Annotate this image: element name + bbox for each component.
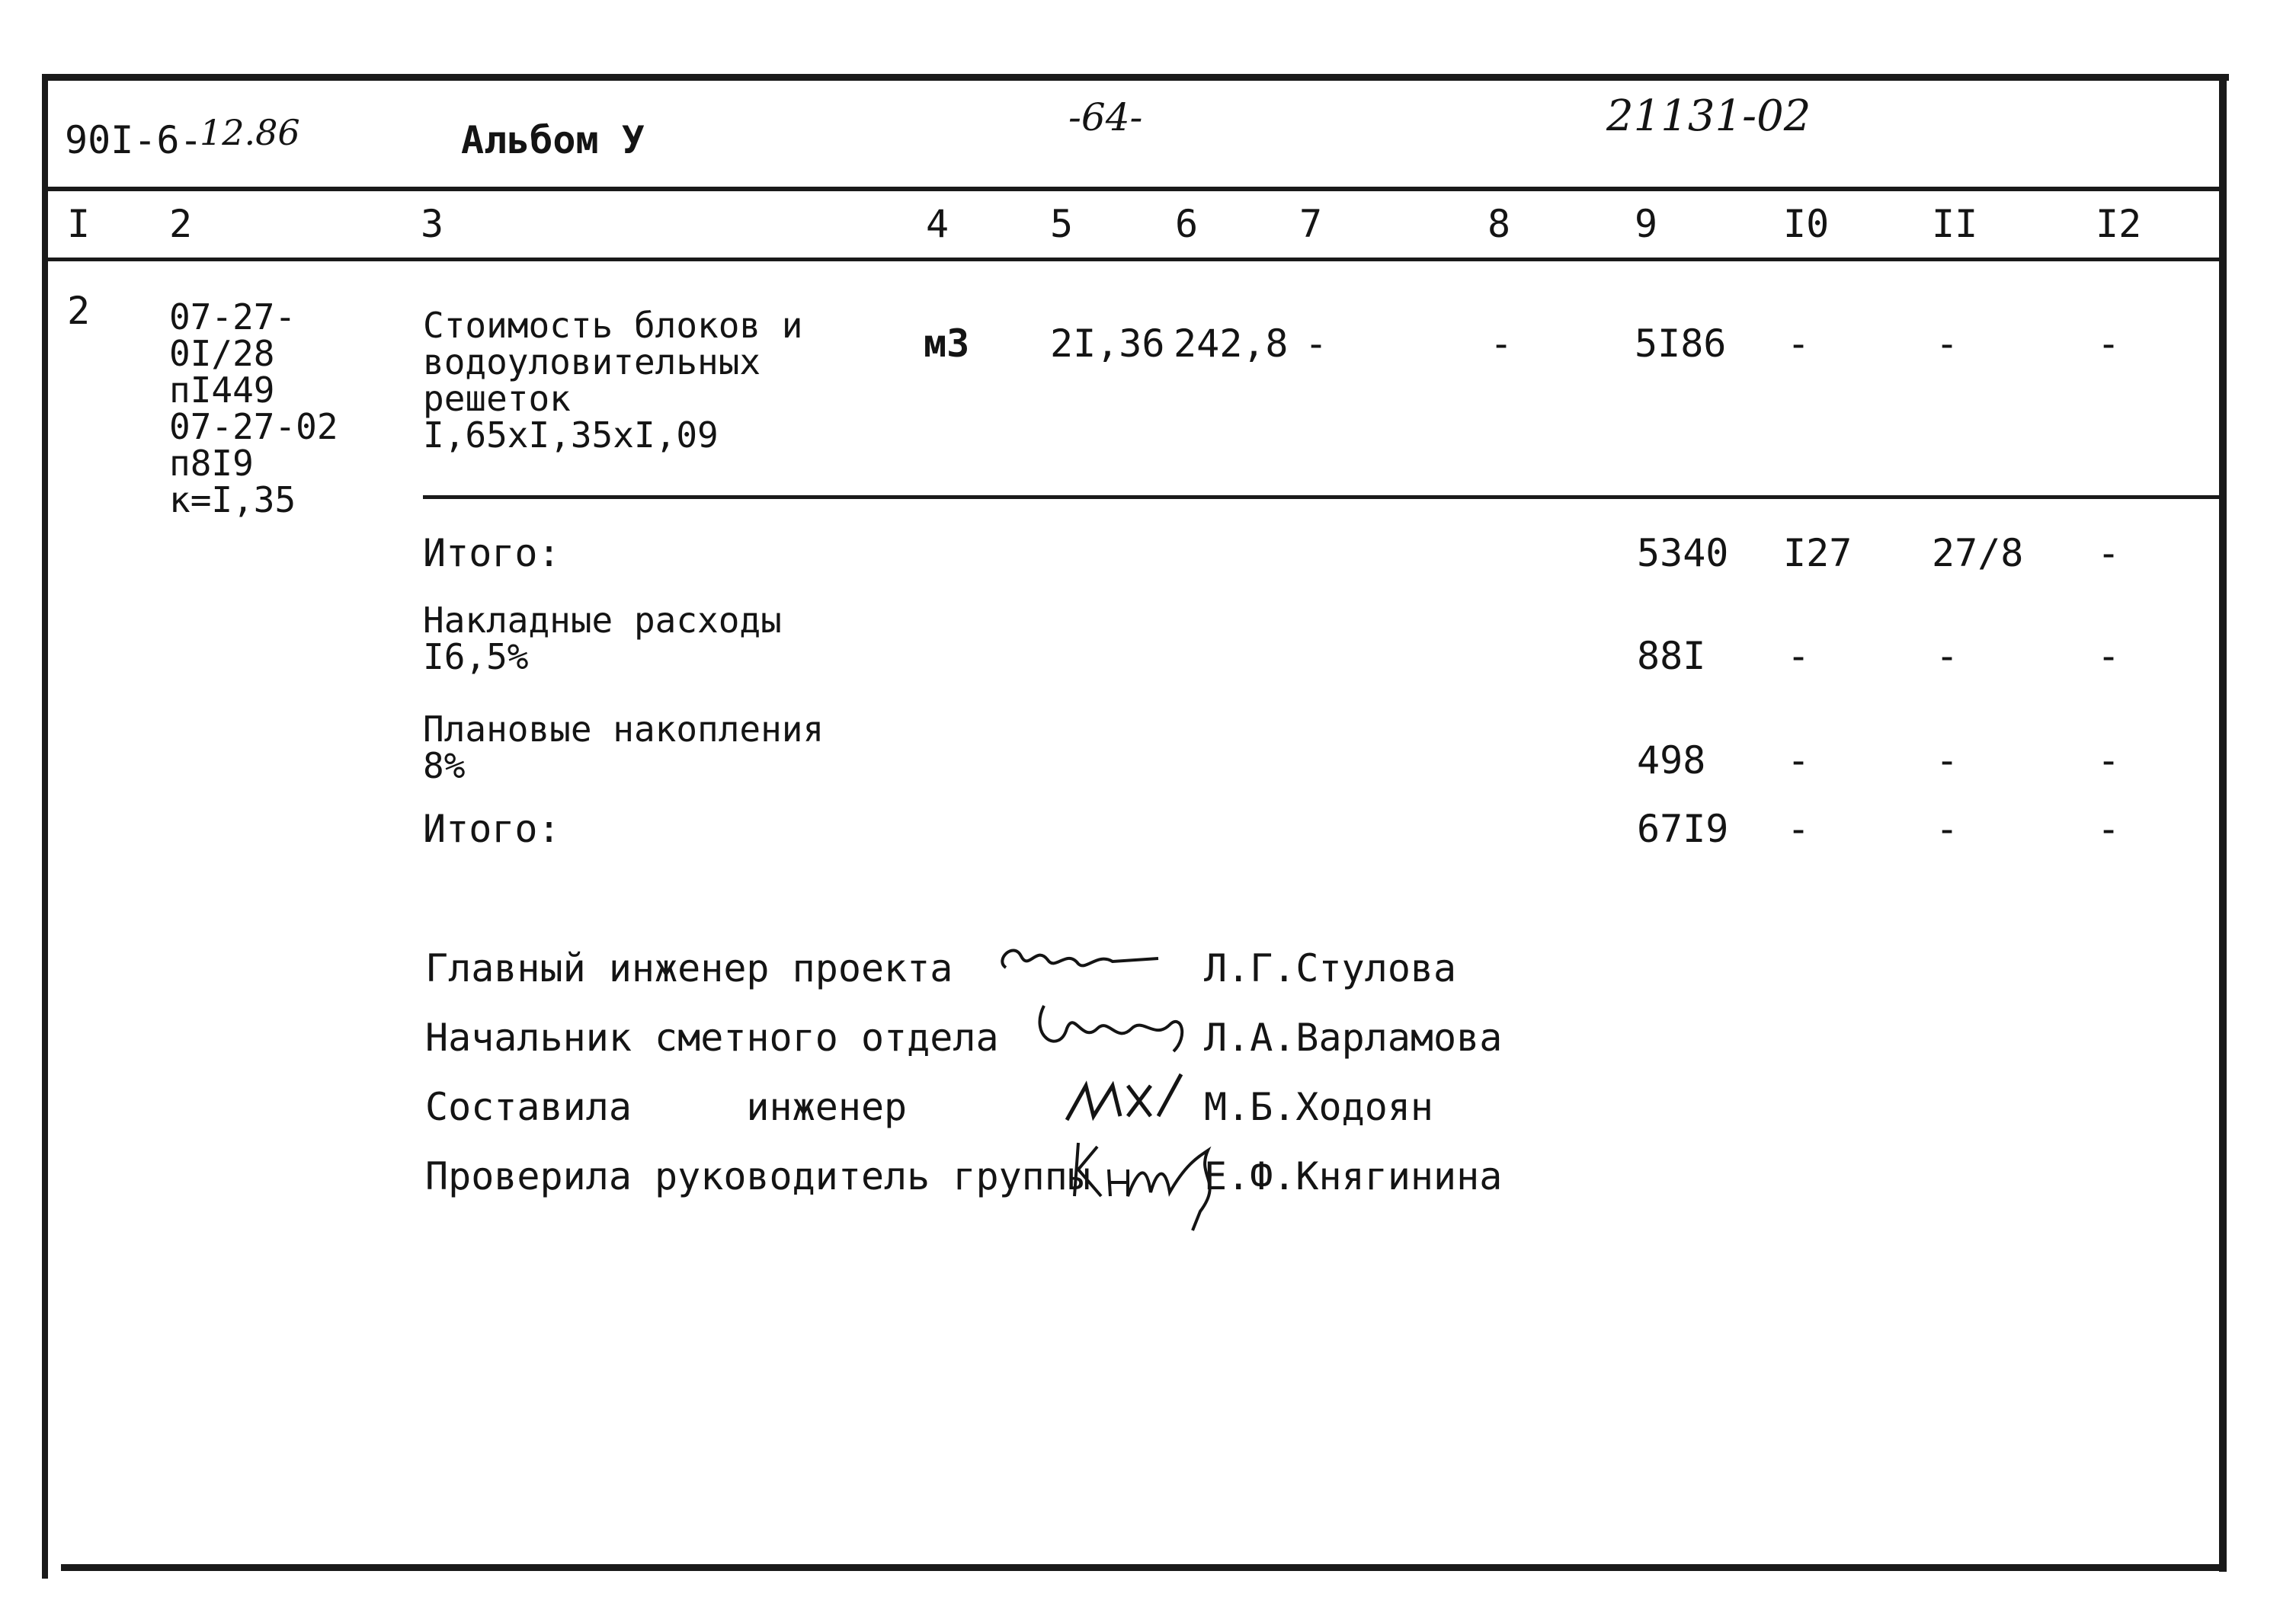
row-desc-line: решеток bbox=[423, 378, 571, 419]
row-desc-line: Стоимость блоков и bbox=[423, 305, 803, 346]
col-3: 3 bbox=[421, 202, 444, 246]
row-code-line: 0I/28 bbox=[169, 333, 275, 374]
col-8: 8 bbox=[1487, 202, 1511, 246]
row-unit-price: 242,8 bbox=[1174, 322, 1289, 366]
summary-col12: - bbox=[2097, 738, 2121, 782]
summary-label-line: Плановые накопления bbox=[423, 709, 825, 750]
row-col7: - bbox=[1305, 322, 1328, 366]
album-title: Альбом У bbox=[461, 118, 645, 162]
signer-role: Главный инженер проекта bbox=[425, 946, 953, 990]
frame-left bbox=[42, 74, 48, 1579]
summary-col10: - bbox=[1787, 738, 1811, 782]
summary-col12: - bbox=[2097, 634, 2121, 678]
summary-label bbox=[423, 711, 824, 784]
signer-role: Проверила руководитель группы bbox=[425, 1154, 1090, 1198]
row-unit: м3 bbox=[924, 322, 970, 366]
summary-col11: - bbox=[1936, 634, 1959, 678]
row-code-line: к=I,35 bbox=[169, 479, 296, 520]
doc-code-handwritten: 12.86 bbox=[200, 112, 300, 153]
signer-name: М.Б.Ходоян bbox=[1204, 1085, 1434, 1129]
summary-col9: 67I9 bbox=[1637, 807, 1729, 851]
col-12: I2 bbox=[2096, 202, 2142, 246]
col-10: I0 bbox=[1783, 202, 1830, 246]
col-11: II bbox=[1932, 202, 1978, 246]
signer-role: Составила инженер bbox=[425, 1085, 908, 1129]
summary-label: Итого: bbox=[423, 807, 561, 851]
row-code-line: 07-27- bbox=[169, 296, 296, 338]
summary-col11: 27/8 bbox=[1932, 531, 2024, 575]
col-2: 2 bbox=[169, 202, 193, 246]
frame-right bbox=[2219, 74, 2227, 1572]
row-code-line: 07-27-02 bbox=[169, 406, 338, 447]
summary-col11: - bbox=[1936, 807, 1959, 851]
page-number: -64- bbox=[1068, 95, 1143, 139]
handwritten-signature-icon bbox=[1021, 990, 1196, 1067]
signer-role: Начальник сметного отдела bbox=[425, 1016, 999, 1060]
row-quantity: 2I,36 bbox=[1050, 322, 1165, 366]
row-col8: - bbox=[1490, 322, 1513, 366]
col-6: 6 bbox=[1175, 202, 1199, 246]
row-desc-line: водоуловительных bbox=[423, 341, 761, 382]
row-number: 2 bbox=[67, 289, 91, 333]
summary-col9: 498 bbox=[1637, 738, 1706, 782]
doc-code-prefix: 90I-6- bbox=[65, 118, 203, 162]
col-9: 9 bbox=[1635, 202, 1658, 246]
summary-col10: - bbox=[1787, 807, 1811, 851]
row-code-line: п8I9 bbox=[169, 443, 254, 484]
row-separator-rule bbox=[423, 495, 2225, 499]
summary-col12: - bbox=[2097, 531, 2121, 575]
project-code: 21131-02 bbox=[1606, 91, 1811, 141]
summary-col9: 88I bbox=[1637, 634, 1706, 678]
summary-label-line: I6,5% bbox=[423, 636, 529, 677]
col-7: 7 bbox=[1299, 202, 1323, 246]
frame-top bbox=[42, 74, 2229, 81]
col-4: 4 bbox=[926, 202, 949, 246]
summary-col10: I27 bbox=[1783, 531, 1852, 575]
summary-col12: - bbox=[2097, 807, 2121, 851]
summary-label bbox=[423, 602, 782, 675]
handwritten-signature-icon bbox=[1059, 1067, 1196, 1135]
header-rule bbox=[42, 187, 2225, 191]
signer-name: Л.А.Варламова bbox=[1204, 1016, 1503, 1060]
summary-label: Итого: bbox=[423, 531, 561, 575]
frame-bottom bbox=[61, 1564, 2225, 1571]
column-header-rule bbox=[42, 258, 2225, 261]
summary-label-line: 8% bbox=[423, 745, 466, 786]
row-desc-line: I,65xI,35xI,09 bbox=[423, 414, 719, 456]
summary-col9: 5340 bbox=[1637, 531, 1729, 575]
signer-name: Л.Г.Стулова bbox=[1204, 946, 1457, 990]
row-code-line: пI449 bbox=[169, 370, 275, 411]
row-description bbox=[423, 305, 803, 456]
signer-name: Е.Ф.Княгинина bbox=[1204, 1154, 1503, 1198]
col-1: I bbox=[67, 202, 91, 246]
row-col12: - bbox=[2097, 322, 2121, 366]
row-col9: 5I86 bbox=[1635, 322, 1727, 366]
summary-col10: - bbox=[1787, 634, 1811, 678]
summary-col11: - bbox=[1936, 738, 1959, 782]
handwritten-signature-icon bbox=[991, 929, 1174, 990]
row-codes bbox=[169, 296, 338, 520]
row-col11: - bbox=[1936, 322, 1959, 366]
row-col10: - bbox=[1787, 322, 1811, 366]
summary-label-line: Накладные расходы bbox=[423, 600, 782, 641]
col-5: 5 bbox=[1050, 202, 1074, 246]
